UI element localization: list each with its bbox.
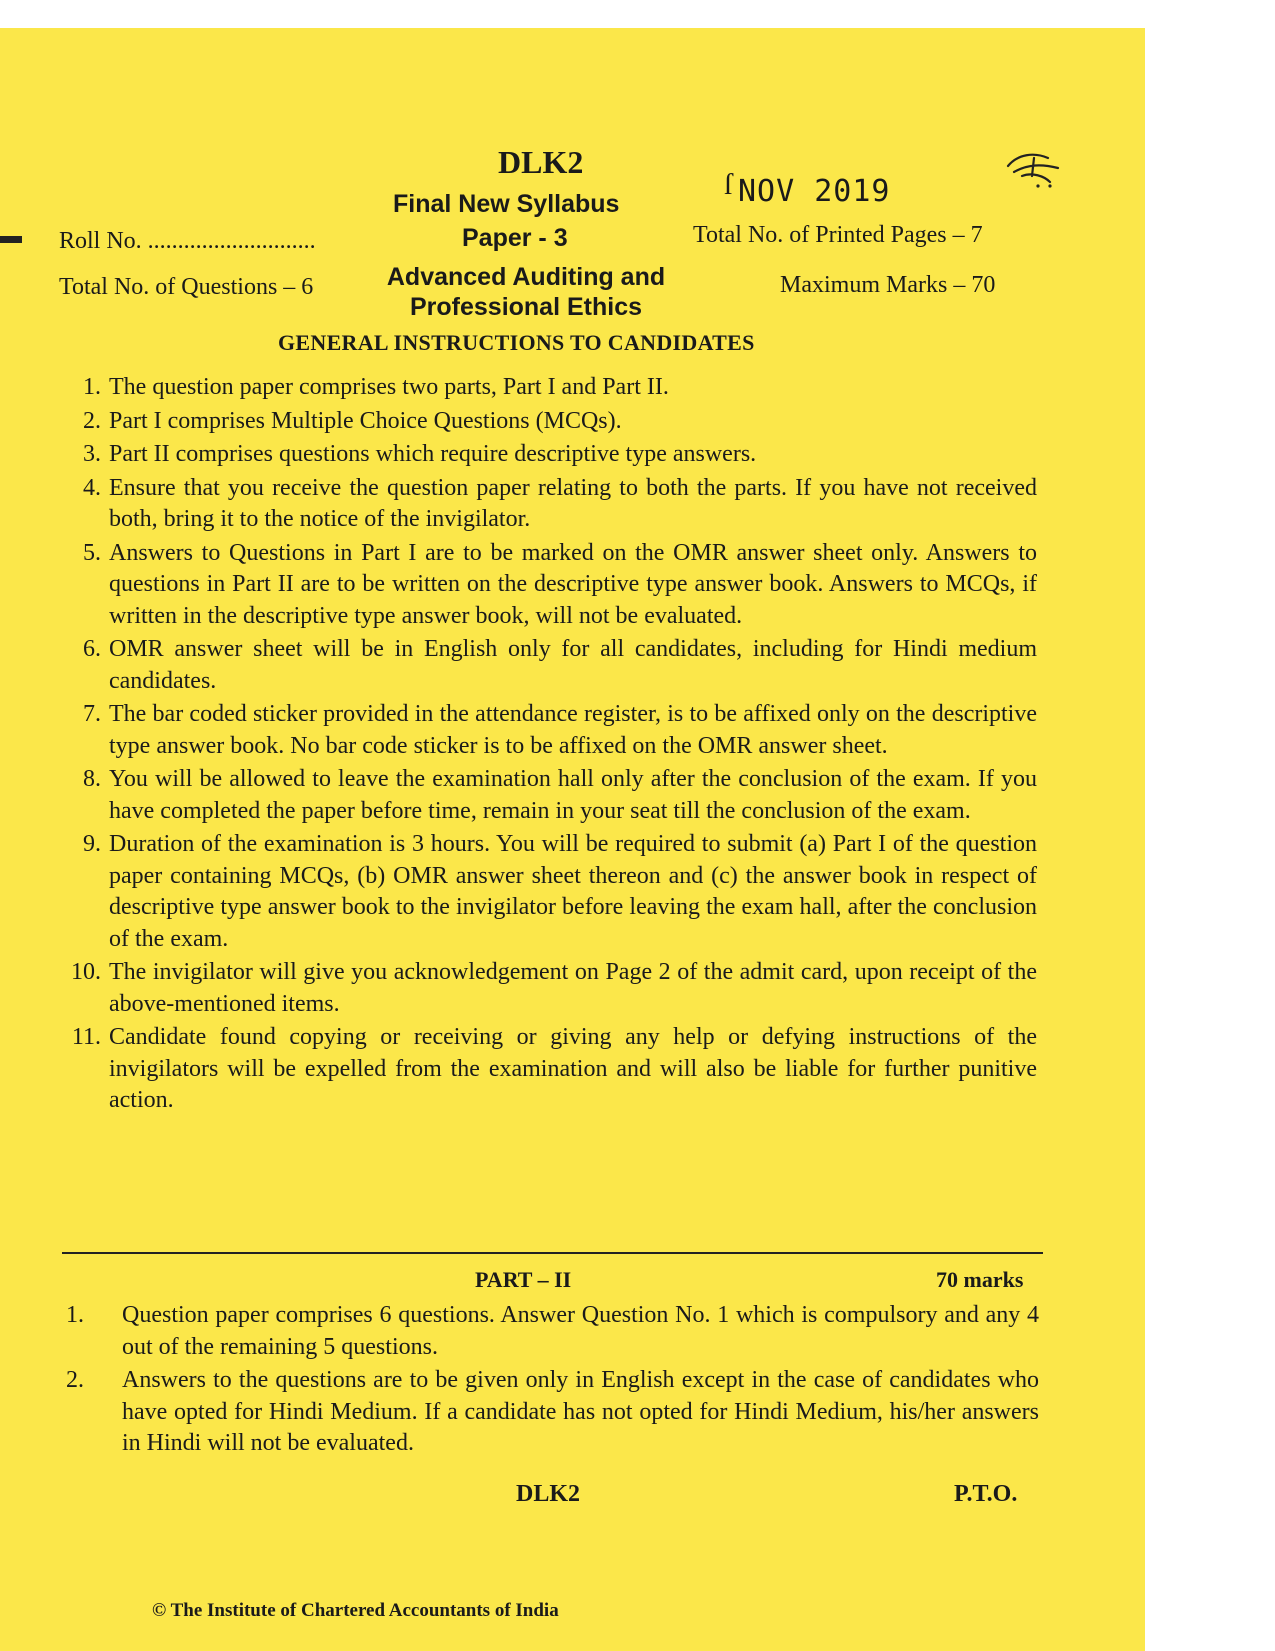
instruction-number: 1. bbox=[83, 374, 101, 400]
general-instructions-list bbox=[59, 372, 1037, 1119]
instruction-item bbox=[59, 538, 1037, 633]
instruction-item bbox=[59, 439, 1037, 471]
instruction-text: Part I comprises Multiple Choice Questions (MCQs). bbox=[109, 407, 622, 434]
syllabus-label: Final New Syllabus bbox=[393, 190, 620, 218]
subject-line-2: Professional Ethics bbox=[409, 293, 643, 321]
instruction-item bbox=[59, 957, 1037, 1020]
instruction-text: The invigilator will give you acknowledgement on Page 2 of the admit card, upon receipt of the above-mentioned items. bbox=[109, 959, 1037, 1017]
total-questions: Total No. of Questions – 6 bbox=[59, 274, 314, 300]
instruction-text: Candidate found copying or receiving or giving any help or defying instructions of the invigilators will be expelled from the examination and will also be liable for further punitive action. bbox=[109, 1024, 1037, 1113]
instruction-item bbox=[59, 1022, 1037, 1117]
instruction-text: OMR answer sheet will be in English only for all candidates, including for Hindi medium candidates. bbox=[109, 636, 1037, 694]
exam-sheet bbox=[0, 28, 1145, 1651]
printed-pages: Total No. of Printed Pages – 7 bbox=[693, 222, 983, 248]
paper-code: DLK2 bbox=[498, 144, 584, 180]
part-two-item-text: Question paper comprises 6 questions. Answer Question No. 1 which is compulsory and any 4 out of the remaining 5 questions. bbox=[122, 1302, 1039, 1360]
instruction-item bbox=[59, 372, 1037, 404]
part-two-item bbox=[59, 1365, 1039, 1460]
margin-mark bbox=[0, 236, 22, 243]
handwritten-initials-icon bbox=[1004, 146, 1064, 196]
instruction-text: Part II comprises questions which require descriptive type answers. bbox=[109, 441, 757, 467]
footer-paper-code: DLK2 bbox=[516, 1481, 581, 1507]
part-two-title: PART – II bbox=[475, 1267, 572, 1292]
instruction-number: 3. bbox=[83, 441, 101, 467]
instruction-number: 11. bbox=[71, 1024, 101, 1050]
instruction-number: 5. bbox=[83, 539, 101, 566]
part-two-marks: 70 marks bbox=[936, 1267, 1024, 1292]
instruction-number: 10. bbox=[71, 959, 101, 985]
instruction-text: You will be allowed to leave the examination hall only after the conclusion of the exam. If you have completed the paper before time, remain in your seat till the conclusion of the exam. bbox=[109, 766, 1037, 824]
instruction-number: 9. bbox=[83, 831, 101, 857]
instruction-item bbox=[59, 699, 1037, 762]
instruction-text: Answers to Questions in Part I are to be marked on the OMR answer sheet only. Answers to questions in Part II are to be written on the descriptive type answer book. Answers to MCQs, if written in the descriptive type answer book, will not be evaluated. bbox=[109, 539, 1037, 629]
instructions-heading: GENERAL INSTRUCTIONS TO CANDIDATES bbox=[278, 330, 755, 355]
instruction-item bbox=[59, 406, 1037, 438]
part-two-instructions-list bbox=[59, 1300, 1039, 1462]
part-two-item-text: Answers to the questions are to be given only in English except in the case of candidates who have opted for Hindi Medium. If a candidate has not opted for Hindi Medium, his/her answers in Hindi will not be evaluated. bbox=[122, 1367, 1039, 1456]
instruction-text: The bar coded sticker provided in the attendance register, is to be affixed only on the descriptive type answer book. No bar code sticker is to be affixed on the OMR answer sheet. bbox=[109, 701, 1037, 759]
instruction-text: Ensure that you receive the question paper relating to both the parts. If you have not received both, bring it to the notice of the invigilator. bbox=[109, 474, 1037, 532]
instruction-number: 8. bbox=[83, 766, 101, 792]
stamp-tick-mark: ſ bbox=[724, 168, 733, 201]
page-turn-over: P.T.O. bbox=[954, 1481, 1018, 1507]
subject-line-1: Advanced Auditing and bbox=[386, 263, 666, 291]
part-two-item bbox=[59, 1300, 1039, 1363]
instruction-number: 2. bbox=[83, 407, 101, 434]
part-two-item-number: 1. bbox=[66, 1302, 84, 1328]
instruction-text: Duration of the examination is 3 hours. You will be required to submit (a) Part I of the question paper containing MCQs, (b) OMR answer sheet thereon and (c) the answer book in respect of descriptive type answer book to the invigilator before leaving the exam hall, after the conclusion of the exam. bbox=[109, 831, 1037, 952]
instruction-number: 6. bbox=[83, 636, 101, 662]
instruction-number: 7. bbox=[83, 701, 101, 727]
copyright-notice: © The Institute of Chartered Accountants of India bbox=[152, 1600, 559, 1621]
instruction-item bbox=[59, 829, 1037, 955]
maximum-marks: Maximum Marks – 70 bbox=[780, 272, 996, 298]
paper-number: Paper - 3 bbox=[462, 224, 568, 252]
roll-number-field: Roll No. ............................ bbox=[59, 228, 316, 254]
instruction-number: 4. bbox=[83, 474, 101, 501]
instruction-item bbox=[59, 634, 1037, 697]
instruction-item bbox=[59, 473, 1037, 536]
section-divider bbox=[62, 1252, 1043, 1254]
part-two-item-number: 2. bbox=[66, 1367, 84, 1393]
instruction-text: The question paper comprises two parts, Part I and Part II. bbox=[109, 374, 669, 400]
stamp-date: NOV 2019 bbox=[738, 174, 891, 209]
instruction-item bbox=[59, 764, 1037, 827]
subject-title bbox=[360, 262, 692, 322]
